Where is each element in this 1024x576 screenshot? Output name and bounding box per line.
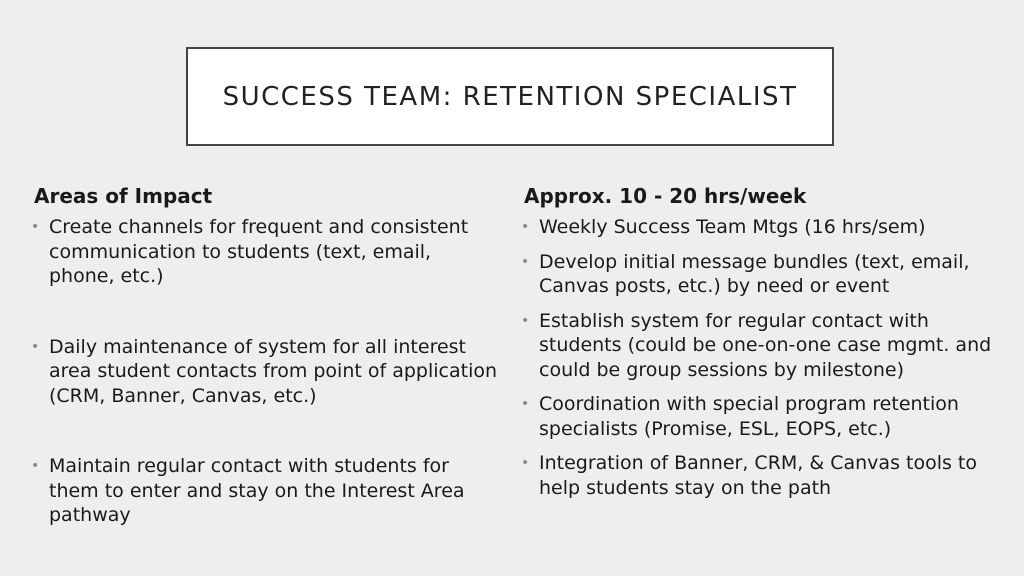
bullet-icon: • <box>31 338 40 355</box>
left-bullet-text: Create channels for frequent and consistent communication to students (text, email, phone, etc.) <box>49 216 469 287</box>
right-bullet-item <box>521 215 1001 240</box>
left-column <box>31 181 501 528</box>
bullet-icon: • <box>521 253 530 270</box>
slide-title-box <box>186 47 834 146</box>
right-bullet-text: Develop initial message bundles (text, email, Canvas posts, etc.) by need or event <box>539 250 970 297</box>
left-bullet-item <box>31 215 501 289</box>
left-column-heading: Areas of Impact <box>34 184 213 208</box>
left-bullet-item <box>31 454 501 528</box>
right-column <box>521 181 1001 500</box>
right-bullet-item <box>521 309 1001 383</box>
bullet-icon: • <box>521 219 530 235</box>
left-bullet-list <box>31 215 501 528</box>
right-bullet-item <box>521 392 1001 441</box>
right-column-heading: Approx. 10 - 20 hrs/week <box>524 184 807 208</box>
left-bullet-item <box>31 335 501 409</box>
left-bullet-text: Maintain regular contact with students for them to enter and stay on the Interest Area pathway <box>49 455 465 526</box>
right-bullet-text: Establish system for regular contact with students (could be one-on-one case mgmt. and could be group sessions by milestone) <box>539 309 992 381</box>
bullet-icon: • <box>521 312 530 329</box>
right-bullet-text: Coordination with special program retention specialists (Promise, ESL, EOPS, etc.) <box>539 393 959 440</box>
bullet-icon: • <box>521 396 530 412</box>
right-bullet-item <box>521 451 1001 500</box>
bullet-icon: • <box>521 455 530 471</box>
bullet-icon: • <box>31 219 40 235</box>
right-bullet-text: Integration of Banner, CRM, & Canvas tools to help students stay on the path <box>539 452 977 499</box>
right-bullet-text: Weekly Success Team Mtgs (16 hrs/sem) <box>539 216 926 238</box>
bullet-icon: • <box>31 458 40 474</box>
left-bullet-text: Daily maintenance of system for all interest area student contacts from point of application (CRM, Banner, Canvas, etc.) <box>49 335 498 407</box>
slide-title: SUCCESS TEAM: RETENTION SPECIALIST <box>222 81 798 112</box>
right-bullet-item <box>521 250 1001 299</box>
right-bullet-list <box>521 215 1001 500</box>
